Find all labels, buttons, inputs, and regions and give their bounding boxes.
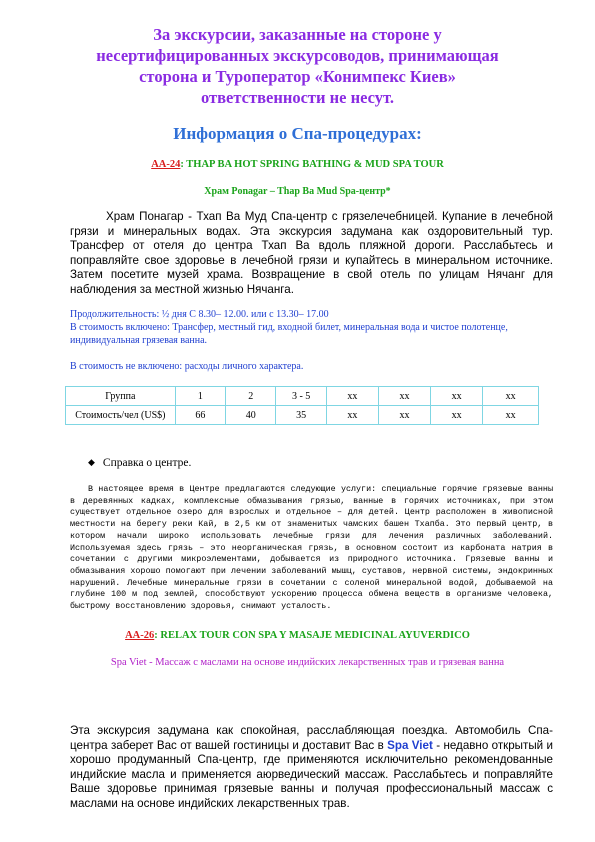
tour-aa24-duration: Продолжительность: ½ дня С 8.30– 12.00. или с 13.30– 17.00 <box>70 309 329 320</box>
price-table-cell: xx <box>378 406 430 425</box>
tour-aa26-description <box>70 724 553 812</box>
tour-aa26-desc-part-2: - недавно открытый и хорошо продуманный Спа-центр, где применяются исключительно рекомендованные индийские масла и применяется аюрведический массаж. Расслабьтесь и поправляйте Ваше здоровье принимая грязевые ванны и получая профессиональный массаж с маслами на основе индийских лекарственных трав. <box>70 738 553 810</box>
price-table-cell: xx <box>431 406 483 425</box>
disclaimer-line-2: несертифицированных экскурсоводов, принимающая <box>96 46 499 65</box>
price-table-cell: 35 <box>276 406 326 425</box>
tour-aa26-name: : RELAX TOUR CON SPA Y MASAJE MEDICINAL AYUVERDICO <box>154 630 470 641</box>
price-table-price-row <box>66 406 539 425</box>
tour-aa24-name: : THAP BA HOT SPRING BATHING & MUD SPA TOUR <box>180 159 444 170</box>
price-table <box>65 386 539 425</box>
tour-aa24-title <box>40 159 555 170</box>
tour-aa24-subtitle: Храм Ponagar – Thap Ba Mud Spa-центр* <box>204 186 391 197</box>
price-table-cell: 40 <box>226 406 276 425</box>
disclaimer-line-3: сторона и Туроператор «Конимпекс Киев» <box>139 67 456 86</box>
bullet-diamond-icon: ◆ <box>88 457 95 467</box>
disclaimer-heading <box>40 24 555 108</box>
price-table-header-row <box>66 387 539 406</box>
center-info-text: В настоящее время в Центре предлагаются следующие услуги: специальные горячие грязевые ванны в деревянных кадках, комплексные обмазывания грязью, ванные в горячих источниках, при этом существует отдельное озеро для взрослых и отдельное – для детей. Центр расположен в живописной местности на берегу реки Кай, в 2,5 км от знаменитых чамских башен Тхапба. Это первый центр, в котором начали широко использовать лечебные грязи для лечения различных заболеваний. Используемая здесь грязь – это неорганическая грязь, в основном состоит из карбоната натрия в сочетании с другими микроэлементами, добывается из природного источника. Грязевые ванны и обмазывания хорошо помогают при лечении заболеваний мышц, суставов, нервной системы, эндокринных нарушений. Лечебные минеральные грязи в сочетании с соленой минеральной водой, добываемой на глубине 100 м под землей, способствуют ускорению процесса обмена веществ в организме человека, быстрому восстановлению здоровья, снимают усталость. <box>70 484 553 612</box>
tour-aa24-code: AA-24 <box>151 159 181 170</box>
center-info-title: Справка о центре. <box>102 457 192 469</box>
tour-aa26-desc-part-1: Эта экскурсия задумана как спокойная, расслабляющая поездка. Автомобиль Спа-центра заберет Вас от вашей гостиницы и доставит Вас в <box>70 724 553 752</box>
spa-viet-name: Spa Viet <box>387 738 433 752</box>
price-table-cell: xx <box>431 387 483 406</box>
price-table-cell: 3 - 5 <box>276 387 326 406</box>
price-table-cell: Группа <box>66 387 176 406</box>
tour-aa24-not-included: В стоимость не включено: расходы личного характера. <box>70 361 304 372</box>
disclaimer-line-1: За экскурсии, заказанные на стороне у <box>153 25 442 44</box>
tour-aa24-included: В стоимость включено: Трансфер, местный гид, входной билет, минеральная вода и чистое полотенце, индивидуальная грязевая ванна. <box>70 322 508 346</box>
tour-aa26-code: AA-26 <box>125 630 155 641</box>
price-table-cell: 1 <box>175 387 225 406</box>
tour-aa24-description: Храм Понагар - Тхап Ва Муд Спа-центр с грязелечебницей. Купание в лечебной грязи и минеральных водах. Эта экскурсия задумана как оздоровительный тур. Трансфер от отеля до центра Тхап Ва вдоль пляжной дороги. Расслабьтесь и поправляйте свое здоровье в лечебной грязи и купайтесь в минеральном источнике. Затем посетите музей храма. Возвращение в свой отель по улицам Нячанг для наблюдения за местной жизнью Нячанга. <box>70 210 553 296</box>
center-info-bullet <box>88 457 191 469</box>
tour-aa26-title <box>40 630 555 641</box>
tour-aa26-subtitle: Spa Viet - Массаж с маслами на основе индийских лекарственных трав и грязевая ванна <box>110 657 505 668</box>
price-table-cell: 2 <box>226 387 276 406</box>
price-table-cell: xx <box>378 387 430 406</box>
price-table-cell: 66 <box>175 406 225 425</box>
price-table-cell: xx <box>326 406 378 425</box>
spa-info-heading: Информация о Спа-процедурах: <box>173 124 422 143</box>
price-table-cell: xx <box>483 406 539 425</box>
price-table-cell: xx <box>483 387 539 406</box>
disclaimer-line-4: ответственности не несут. <box>201 88 394 107</box>
price-table-cell: xx <box>326 387 378 406</box>
price-table-cell: Стоимость/чел (US$) <box>66 406 176 425</box>
